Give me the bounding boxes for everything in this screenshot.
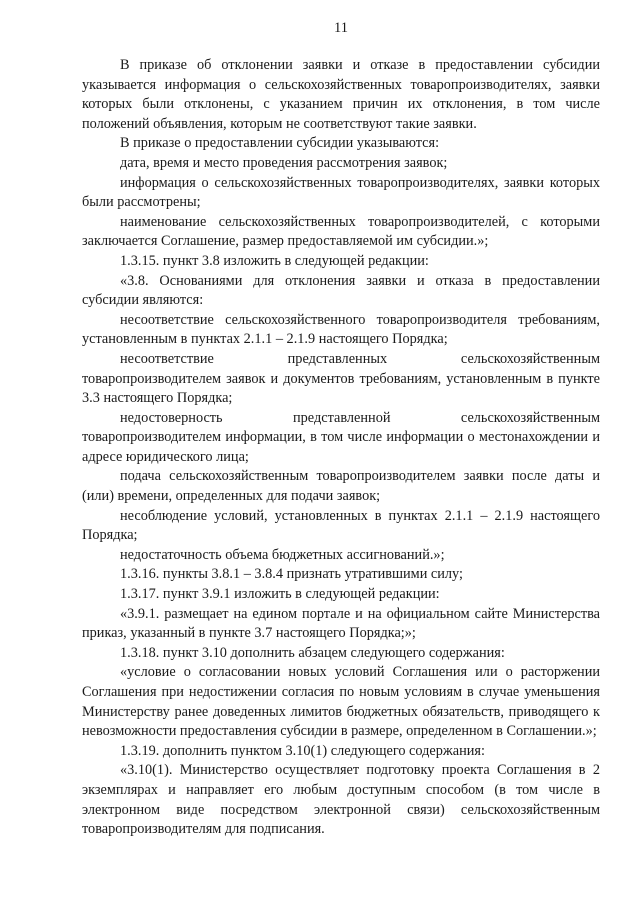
document-body <box>82 56 600 840</box>
paragraph: 1.3.15. пункт 3.8 изложить в следующей редакции: <box>120 252 429 269</box>
paragraph: «3.8. Основаниями для отклонения заявки и отказа в предоставлении субсидии являются: <box>82 272 600 309</box>
paragraph: наименование сельскохозяйственных товаропроизводителей, с которыми заключается Соглашение, размер предоставляемой им субсидии.»; <box>82 213 600 250</box>
paragraph: «3.9.1. размещает на едином портале и на официальном сайте Министерства приказ, указанный в пункте 3.7 настоящего Порядка;»; <box>82 605 600 642</box>
paragraph: несоответствие представленных сельскохозяйственным товаропроизводителем заявок и документов требованиям, установленным в пункте 3.3 настоящего Порядка; <box>82 350 600 407</box>
paragraph: недостоверность представленной сельскохозяйственным товаропроизводителем информации, в том числе информации о местонахождении и адресе юридического лица; <box>82 409 600 465</box>
paragraph: дата, время и место проведения рассмотрения заявок; <box>120 154 448 171</box>
paragraph: В приказе о предоставлении субсидии указываются: <box>120 135 440 152</box>
paragraph: несоответствие сельскохозяйственного товаропроизводителя требованиям, установленным в пунктах 2.1.1 – 2.1.9 настоящего Порядка; <box>82 311 600 348</box>
paragraph: 1.3.18. пункт 3.10 дополнить абзацем следующего содержания: <box>120 644 505 661</box>
paragraph: «условие о согласовании новых условий Соглашения или о расторжении Соглашения при недостижении согласия по новым условиям в случае уменьшения Министерству ранее доведенных лимитов бюджетных обязательств, приводящего к невозможности предоставления субсидии в размере, определенном в Соглашении.»; <box>82 664 600 740</box>
paragraph: 1.3.17. пункт 3.9.1 изложить в следующей редакции: <box>120 586 440 603</box>
paragraph: 1.3.16. пункты 3.8.1 – 3.8.4 признать утратившими силу; <box>120 566 463 583</box>
paragraph: подача сельскохозяйственным товаропроизводителем заявки после даты и (или) времени, определенных для подачи заявок; <box>82 468 600 505</box>
paragraph: недостаточность объема бюджетных ассигнований.»; <box>120 546 445 563</box>
paragraph: «3.10(1). Министерство осуществляет подготовку проекта Соглашения в 2 экземплярах и направляет его любым доступным способом (в том числе в электронном виде посредством электронной связи) сельскохозяйственным товаропроизводителям для подписания. <box>82 762 600 838</box>
paragraph: В приказе об отклонении заявки и отказе в предоставлении субсидии указывается информация о сельскохозяйственных товаропроизводителях, заявки которых были отклонены, с указанием причин их отклонения, в том числе положений объявления, которым не соответствуют такие заявки. <box>82 57 600 132</box>
paragraph: несоблюдение условий, установленных в пунктах 2.1.1 – 2.1.9 настоящего Порядка; <box>82 507 600 544</box>
paragraph: 1.3.19. дополнить пунктом 3.10(1) следующего содержания: <box>120 742 485 759</box>
page-number: 11 <box>334 20 348 36</box>
paragraph: информация о сельскохозяйственных товаропроизводителях, заявки которых были рассмотрены; <box>82 174 600 211</box>
